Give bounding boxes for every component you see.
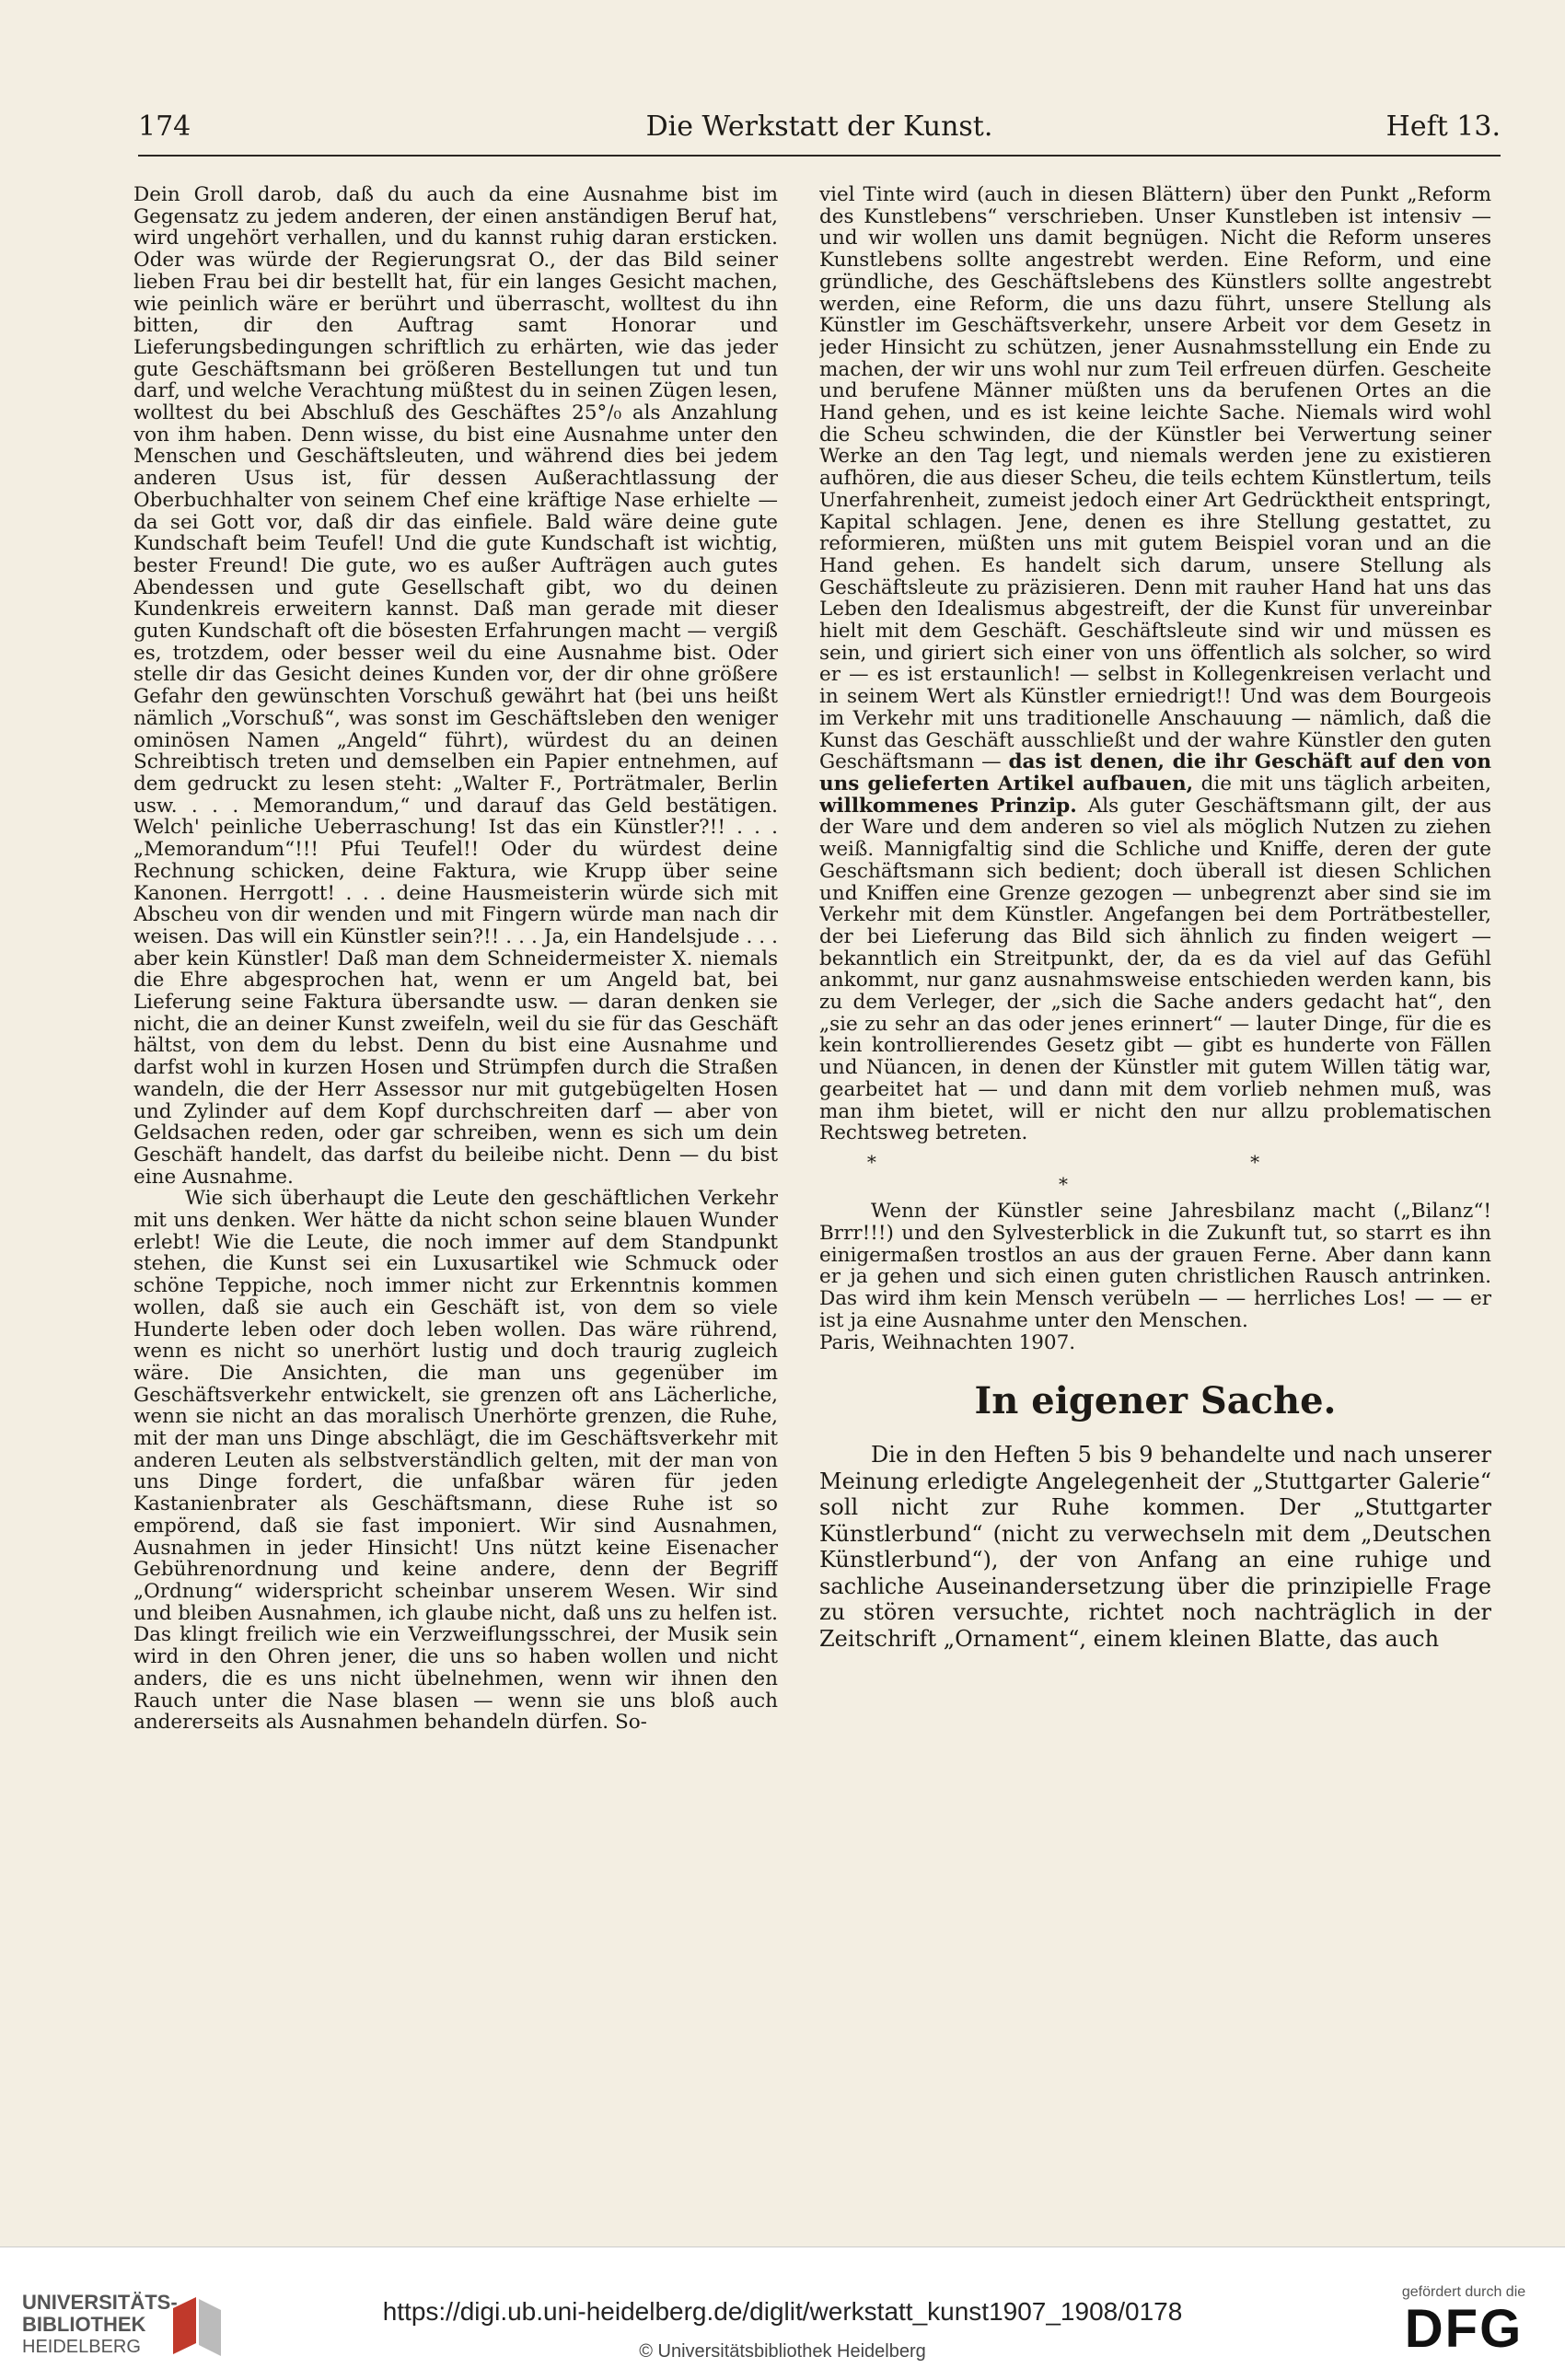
library-logo-text: UNIVERSITÄTS- BIBLIOTHEK HEIDELBERG: [22, 2291, 178, 2357]
page-number: 174: [138, 110, 191, 143]
copyright-notice: © Universitätsbibliothek Heidelberg: [639, 2341, 926, 2362]
right-paragraph-2: Wenn der Künstler seine Jahresbilanz macht („Bilanz“! Brrr!!!) und den Sylvesterblick in die Zukunft tut, so starrt es ihn einigermaßen trostlos an aus der grauen Ferne. Aber dann kann er ja gehen und sich einen guten christlichen Rausch antrinken. Das wird ihm kein Mensch verübeln — — herrliches Los! — — er ist ja eine Ausnahme unter den Menschen.: [819, 1200, 1491, 1332]
right-paragraph-1: viel Tinte wird (auch in diesen Blättern) über den Punkt „Reform des Kunstlebens“ verschrieben. Unser Kunstleben ist intensiv — und wir wollen uns damit begnügen. Nicht die Reform unseres Kunstlebens sollte angestrebt werden. Eine Reform, und eine gründliche, des Geschäftslebens des Künstlers sollte angestrebt werden, eine Reform, die uns dazu führt, unsere Stellung als Künstler im Geschäftsverkehr, unsere Arbeit vor dem Gesetz in jeder Hinsicht zu schützen, jener Ausnahmsstellung ein Ende zu machen, der wir uns wohl nur zum Teil erfreuen dürfen. Gescheite und berufene Männer müßten uns da berufenen Ortes an die Hand gehen, und es ist keine leichte Sache. Niemals wird wohl die Scheu schwinden, die der Künstler bei Verwertung seiner Werke an den Tag legt, und niemals werden jene zu existieren aufhören, die aus dieser Scheu, die teils echtem Künstlertum, teils Unerfahrenheit, zumeist jedoch einer Art Gedrücktheit entspringt, Kapital schlagen. Jene, denen es ihre Stellung gestattet, zu reformieren, müßten uns mit gutem Beispiel voran und an die Hand gehen. Es handelt sich darum, unsere Stellung als Geschäftsleute zu präzisieren. Denn mit rauher Hand hat uns das Leben den Idealismus abgestreift, der die Kunst für unvereinbar hielt mit dem Geschäft. Geschäftsleute sind wir und müssen es sein, und giriert sich einer von uns öffentlich als solcher, so wird er — es ist erstaunlich! — selbst in Kollegenkreisen verlacht und in seinem Wert als Künstler erniedrigt!! Und was dem Bourgeois im Verkehr mit uns traditionelle Anschauung — nämlich, daß die Kunst das Geschäft ausschließt und der wahre Künstler den guten Geschäftsmann — das ist denen, die ihr Geschäft auf den von uns gelieferten Artikel aufbauen, die mit uns täglich arbeiten, willkommenes Prinzip. Als guter Geschäftsmann gilt, der aus der Ware und dem anderen so viel als möglich Nutzen zu ziehen weiß. Mannigfaltig sind die Schliche und Kniffe, deren der gute Geschäftsmann sich bedient; doch überall ist diesen Schlichen und Kniffen eine Grenze gezogen — unbegrenzt aber sind sie im Verkehr mit dem Künstler. Angefangen bei dem Porträtbesteller, der bei Lieferung das Bild sich ähnlich zu finden weigert — bekanntlich ein Streitpunkt, der, da es da viel auf das Gefühl ankommt, nur ganz ausnahmsweise entschieden werden kann, bis zu dem Verleger, der „sich die Sache anders gedacht hat“, den „sie zu sehr an das oder jenes erinnert“ — lauter Dinge, für die es kein kontrollierendes Gesetz gibt — gibt es hunderte von Fällen und Nüancen, in denen der Künstler mit gutem Willen tätig war, gearbeitet hat — und dann mit dem vorlieb nehmen muß, was man ihm bietet, will er nicht den nur allzu problematischen Rechtsweg betreten.: [819, 184, 1491, 1145]
issue-label: Heft 13.: [1385, 110, 1501, 143]
emphasis-text: das ist denen, die ihr Geschäft auf den von uns gelieferten Artikel aufbauen,: [819, 750, 1491, 795]
section-separator: * * *: [866, 1150, 1444, 1195]
permalink-url[interactable]: https://digi.ub.uni-heidelberg.de/diglit/werkstatt_kunst1907_1908/0178: [382, 2297, 1183, 2326]
header-rule: [138, 155, 1501, 157]
dfg-logo: gefördert durch die DFG: [1401, 2284, 1526, 2359]
running-header: [138, 110, 1501, 157]
journal-title: Die Werkstatt der Kunst.: [645, 110, 993, 143]
signature-line: Paris, Weihnachten 1907.: [819, 1330, 1076, 1354]
section-heading: In eigener Sache.: [974, 1379, 1337, 1423]
right-column: [819, 184, 1491, 2104]
right-paragraph-3: Die in den Heften 5 bis 9 behandelte und nach unserer Meinung erledigte Angelegenheit der „Stuttgarter Galerie“ soll nicht zur Ruhe kommen. Der „Stuttgarter Künstlerbund“ (nicht zu verwechseln mit dem „Deutschen Künstlerbund“), der von Anfang an eine ruhige und sachliche Auseinandersetzung über die prinzipielle Frage zu stören versuchte, richtet noch nachträglich in der Zeitschrift „Ornament“, einem kleinen Blatte, das auch: [819, 1442, 1491, 1652]
left-paragraph-1: Dein Groll darob, daß du auch da eine Ausnahme bist im Gegensatz zu jedem anderen, der einen anständigen Beruf hat, wird ungehört verhallen, und du kannst ruhig daran ersticken. Oder was würde der Regierungsrat O., der das Bild seiner lieben Frau bei dir bestellt hat, für ein langes Gesicht machen, wie peinlich wäre er berührt und überrascht, wolltest du ihn bitten, dir den Auftrag samt Honorar und Lieferungsbedingungen schriftlich zu erhärten, wie das jeder gute Geschäftsmann bei größeren Bestellungen tut und tun darf, und welche Verachtung müßtest du in seinen Zügen lesen, wolltest du bei Abschluß des Geschäftes 25°/₀ als Anzahlung von ihm haben. Denn wisse, du bist eine Ausnahme unter den Menschen und Geschäftsleuten, und während dies bei jedem anderen Usus ist, für dessen Außerachtlassung der Oberbuchhalter von seinem Chef eine kräftige Nase erhielte — da sei Gott vor, daß dir das einfiele. Bald wäre deine gute Kundschaft beim Teufel! Und die gute Kundschaft ist wichtig, bester Freund! Die gute, wo es außer Aufträgen auch gutes Abendessen und gute Gesellschaft gibt, wo du deinen Kundenkreis erweitern kannst. Daß man gerade mit dieser guten Kundschaft oft die bösesten Erfahrungen macht — vergiß es, trotzdem, oder besser weil du eine Ausnahme bist. Oder stelle dir das Gesicht deines Kunden vor, der dir ohne größere Gefahr den gewünschten Vorschuß gewährt hat (bei uns heißt nämlich „Vorschuß“, was sonst im Geschäftsleben den weniger ominösen Namen „Angeld“ führt), würdest du an deinen Schreibtisch treten und demselben ein Papier entnehmen, auf dem gedruckt zu lesen steht: „Walter F., Porträtmaler, Berlin usw. . . . Memorandum,“ und darauf das Geld bestätigen. Welch' peinliche Ueberraschung! Ist das ein Künstler?!! . . . „Memorandum“!!! Pfui Teufel!! Oder du würdest deine Rechnung schicken, deine Faktura, wie Krupp über seine Kanonen. Herrgott! . . . deine Hausmeisterin würde sich mit Abscheu von dir wenden und mit Fingern würde man nach dir weisen. Das will ein Künstler sein?!! . . . Ja, ein Handelsjude . . . aber kein Künstler! Daß man dem Schneidermeister X. niemals die Ehre abgesprochen hat, wenn er um Angeld bat, bei Lieferung seine Faktura übersandte usw. — daran denken sie nicht, die an deiner Kunst zweifeln, weil du sie für das Geschäft hältst, von dem du lebst. Denn du bist eine Ausnahme und darfst wohl in kurzen Hosen und Strümpfen durch die Straßen wandeln, die der Herr Assessor nur mit gutgebügelten Hosen und Zylinder auf dem Kopf durchschreiten darf — aber von Geldsachen reden, oder gar schreiben, wenn es sich um dein Geschäft handelt, das darfst du beileibe nicht. Denn — du bist eine Ausnahme.: [133, 184, 778, 1189]
left-paragraph-2: Wie sich überhaupt die Leute den geschäftlichen Verkehr mit uns denken. Wer hätte da nicht schon seine blauen Wunder erlebt! Wie die Leute, die noch immer auf dem Standpunkt stehen, die Kunst sei ein Luxusartikel wie Schmuck oder schöne Teppiche, noch immer nicht zur Erkenntnis kommen wollen, daß sie auch ein Geschäft ist, von dem so viele Hunderte leben oder doch leben wollen. Das wäre rührend, wenn es nicht so unerhört lustig und doch traurig zugleich wäre. Die Ansichten, die man uns gegenüber im Geschäftsverkehr entwickelt, sie grenzen oft ans Lächerliche, wenn sie nicht an das moralisch Unerhörte grenzen, die Ruhe, mit der man uns Dinge abschlägt, die im Geschäftsverkehr mit anderen Leuten als selbstverständlich gelten, mit der man von uns Dinge fordert, die unfaßbar wären für jeden Kastanienbrater als Geschäftsmann, diese Ruhe ist so empörend, daß sie fast imponiert. Wir sind Ausnahmen, Ausnahmen in jeder Hinsicht! Uns nützt keine Eisenacher Gebührenordnung und keine andere, denn der Begriff „Ordnung“ widerspricht scheinbar unserem Wesen. Wir sind und bleiben Ausnahmen, ich glaube nicht, daß uns zu helfen ist. Das klingt freilich wie ein Verzweiflungsschrei, der Musik sein wird in den Ohren jener, die uns so haben wollen und nicht anders, die es uns nicht übelnehmen, wenn wir ihnen den Rauch unter die Nase blasen — wenn sie uns bloß auch andererseits als Ausnahmen behandeln dürfen. So-: [133, 1187, 778, 1735]
left-column: [133, 184, 778, 2104]
viewer-footer: [0, 2246, 1565, 2380]
emphasis-text-2: willkommenes Prinzip.: [819, 794, 1077, 818]
